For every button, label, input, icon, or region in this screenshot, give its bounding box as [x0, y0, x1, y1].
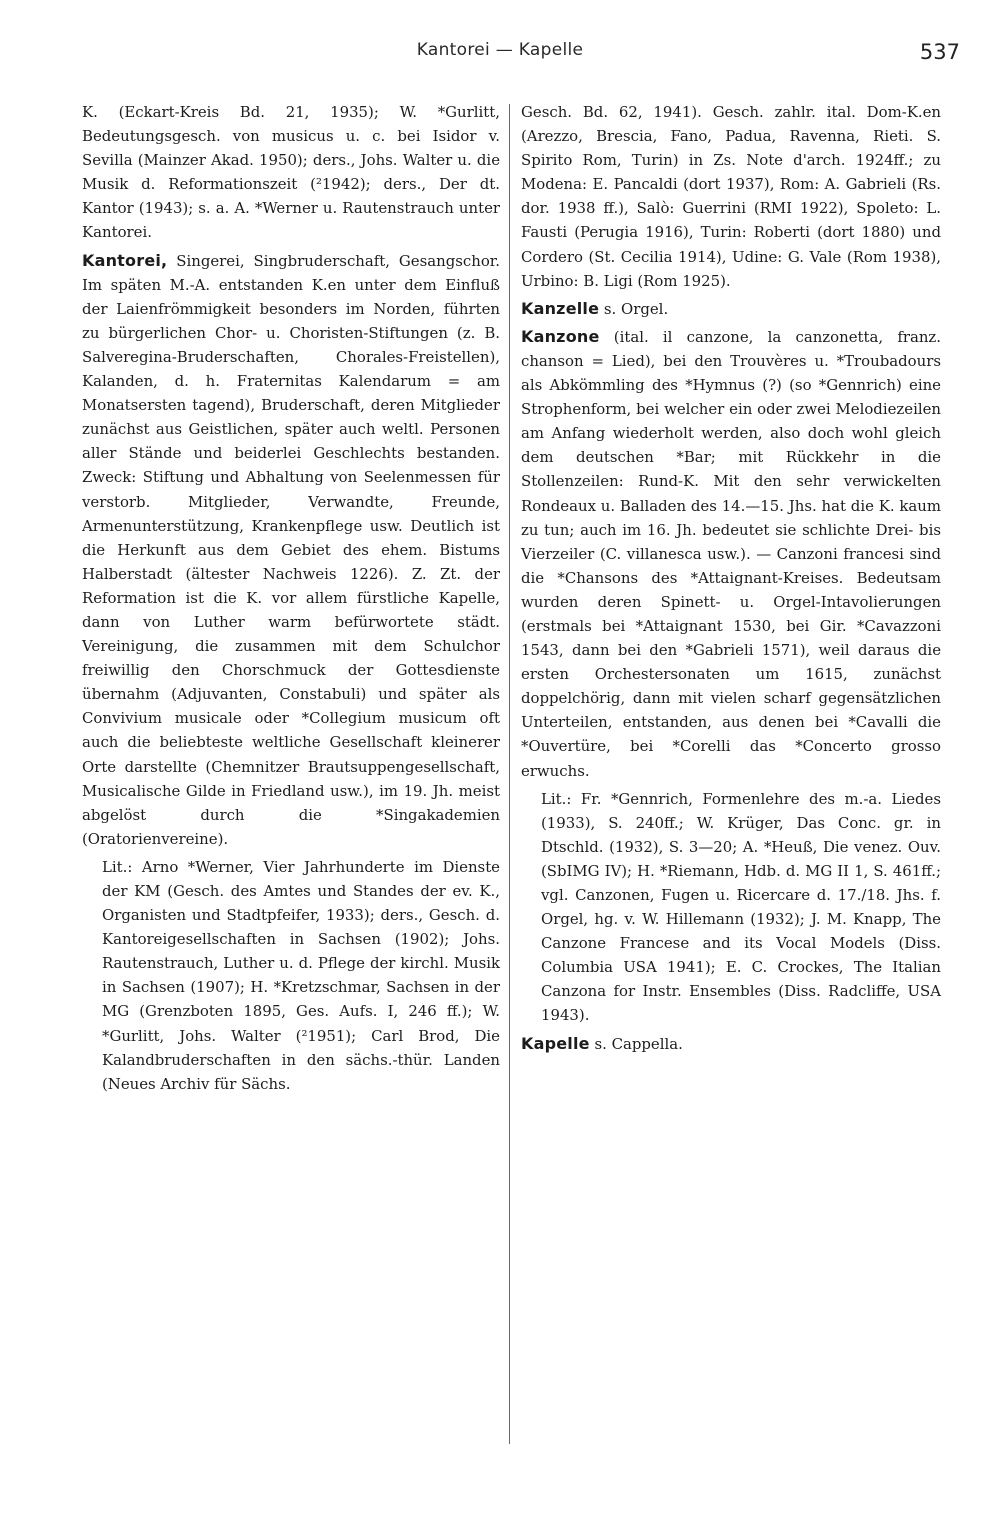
entry-kanzelle	[521, 297, 941, 321]
left-column	[82, 100, 500, 1100]
entry-kapelle-text: s. Cappella.	[589, 1034, 683, 1053]
literature-kanzone: Lit.: Fr. *Gennrich, Formenlehre des m.-a. Liedes (1933), S. 240ff.; W. Krüger, Das Conc. gr. in Dtschld. (1932), S. 3—20; A. *Heuß, Die venez. Ouv. (SbIMG IV); H. *Riemann, Hdb. d. MG II 1, S. 461ff.; vgl. Canzonen, Fugen u. Ricercare d. 17./18. Jhs. f. Orgel, hg. v. W. Hillemann (1932); J. M. Knapp, The Canzone Francese and its Vocal Models (Diss. Columbia USA 1941); E. C. Crockes, The Italian Canzona for Instr. Ensembles (Diss. Radcliffe, USA 1943).	[541, 789, 941, 1025]
headword-kapelle: Kapelle	[521, 1033, 590, 1053]
continued-entry-text: K. (Eckart-Kreis Bd. 21, 1935); W. *Gurlitt, Bedeutungsgesch. von musicus u. c. bei Isidor v. Sevilla (Mainzer Akad. 1950); ders., Johs. Walter u. die Musik d. Reformationszeit (²1942); ders., Der dt. Kantor (1943); s. a. A. *Werner u. Rautenstrauch unter Kantorei.	[82, 103, 500, 242]
entry-kanzone	[521, 325, 941, 783]
right-column	[521, 100, 941, 1060]
entry-kantorei	[82, 249, 500, 851]
entry-kanzone-text: (ital. il canzone, la canzonetta, franz. chanson = Lied), bei den Trouvères u. *Troubadours als Abkömmling des *Hymnus (?) (so *Gennrich) eine Strophenform, bei welcher ein oder zwei Melodiezeilen am Anfang wiederholt werden, also doch wohl gleich dem deutschen *Bar; mit Rückkehr in die Stollenzeilen: Rund-K. Mit den sehr verwickelten Rondeaux u. Balladen des 14.—15. Jhs. hat die K. kaum zu tun; auch im 16. Jh. bedeutet sie schlichte Drei- bis Vierzeiler (C. villanesca usw.). — Canzoni francesi sind die *Chansons des *Attaignant-Kreises. Bedeutsam wurden deren Spinett- u. Orgel-Intavolierungen (erstmals bei *Attaignant 1530, bei Gir. *Cavazzoni 1543, dann bei den *Gabrieli 1571), weil daraus die ersten Orchestersonaten um 1615, zunächst doppelchörig, dann mit vielen scharf gegensätzlichen Unterteilen, entstanden, aus denen bei *Cavalli die *Ouvertüre, bei *Corelli das *Concerto grosso erwuchs.	[521, 327, 941, 780]
headword-kantorei: Kantorei,	[82, 250, 168, 270]
column-divider	[509, 104, 510, 1444]
headword-kanzone: Kanzone	[521, 326, 600, 346]
continued-entry-text-right: Gesch. Bd. 62, 1941). Gesch. zahlr. ital. Dom-K.en (Arezzo, Brescia, Fano, Padua, Ravenna, Rieti. S. Spirito Rom, Turin) in Zs. Note d'arch. 1924ff.; zu Modena: E. Pancaldi (dort 1937), Rom: A. Gabrieli (Rs. dor. 1938 ff.), Salò: Guerrini (RMI 1922), Spoleto: L. Fausti (Perugia 1916), Turin: Roberti (dort 1880) und Cordero (St. Cecilia 1914), Udine: G. Vale (Rom 1938), Urbino: B. Ligi (Rom 1925).	[521, 103, 941, 290]
entry-kantorei-text: Singerei, Singbruderschaft, Gesangschor. Im späten M.-A. entstanden K.en unter dem Einfluß der Laienfrömmigkeit besonders im Norden, führten zu bürgerlichen Chor- u. Choristen-Stiftungen (z. B. Salveregina-Bruderschaften, Chorales-Freistellen), Kalanden, d. h. Fraternitas Kalendarum = am Monatsersten tagend), Bruderschaft, deren Mitglieder zunächst aus Geistlichen, später auch weltl. Personen aller Stände und beiderlei Geschlechts bestanden. Zweck: Stiftung und Abhaltung von Seelenmessen für verstorb. Mitglieder, Verwandte, Freunde, Armenunterstützung, Krankenpflege usw. Deutlich ist die Herkunft aus dem Gebiet des ehem. Bistums Halberstadt (ältester Nachweis 1226). Z. Zt. der Reformation ist die K. vor allem fürstliche Kapelle, dann von Luther warm befürwortete städt. Vereinigung, die zusammen mit dem Schulchor freiwillig den Chorschmuck der Gottesdienste übernahm (Adjuvanten, Constabuli) und später als Convivium musicale oder *Collegium musicum oft auch die beliebteste weltliche Gesellschaft kleinerer Orte darstellte (Chemnitzer Brautsuppengesellschaft, Musicalische Gilde in Friedland usw.), im 19. Jh. meist abgelöst durch die *Singakademien (Oratorienvereine).	[82, 251, 500, 848]
running-head: Kantorei — Kapelle	[416, 40, 584, 60]
page-number: 537	[919, 40, 960, 64]
entry-kapelle	[521, 1032, 941, 1056]
headword-kanzelle: Kanzelle	[521, 298, 600, 318]
entry-kanzelle-text: s. Orgel.	[599, 299, 669, 318]
literature-kantorei: Lit.: Arno *Werner, Vier Jahrhunderte im Dienste der KM (Gesch. des Amtes und Standes der ev. K., Organisten und Stadtpfeifer, 1933); ders., Gesch. d. Kantoreigesellschaften in Sachsen (1902); Johs. Rautenstrauch, Luther u. d. Pflege der kirchl. Musik in Sachsen (1907); H. *Kretzschmar, Sachsen in der MG (Grenzboten 1895, Ges. Aufs. I, 246 ff.); W. *Gurlitt, Johs. Walter (²1951); Carl Brod, Die Kalandbruderschaften in den sächs.-thür. Landen (Neues Archiv für Sächs.	[102, 857, 500, 1093]
